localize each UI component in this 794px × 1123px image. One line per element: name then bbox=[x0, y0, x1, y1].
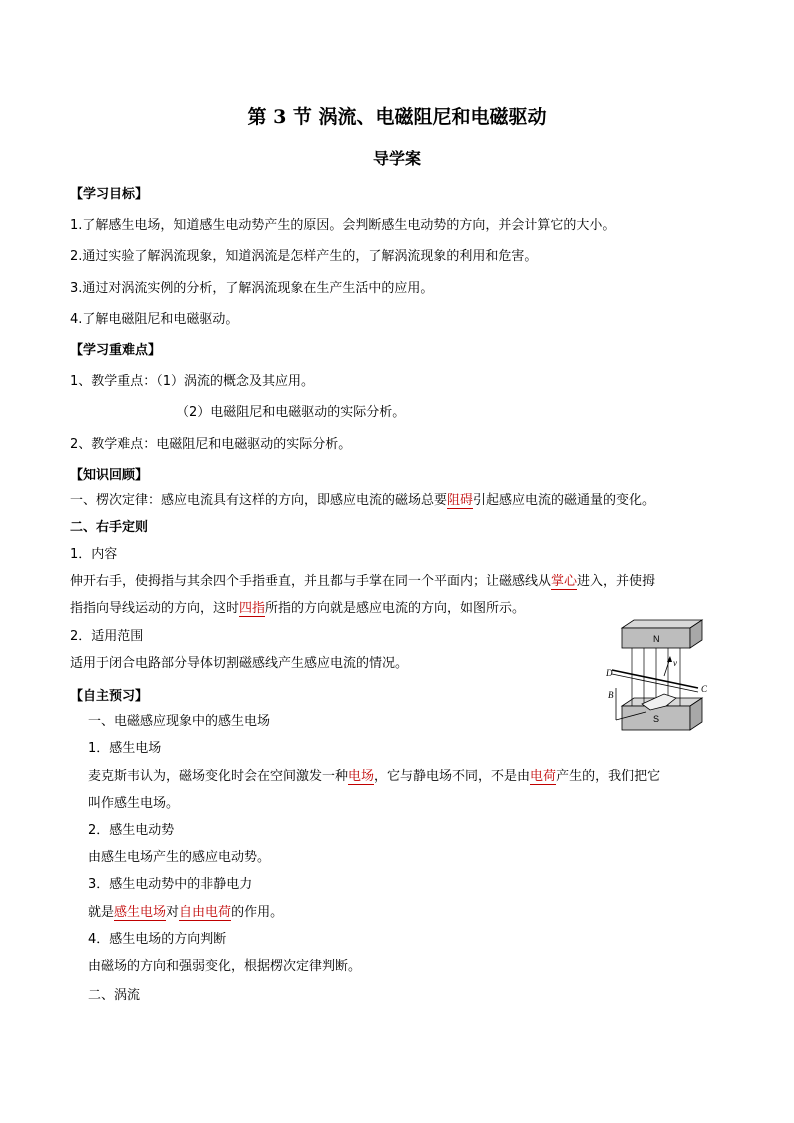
key-points-heading: 【学习重难点】 bbox=[70, 343, 162, 358]
goal-item-1: 1.了解感生电场，知道感生电动势产生的原因。会判断感生电动势的方向，并会计算它的大小。 bbox=[70, 218, 616, 233]
lenz-pre: 一、楞次定律：感应电流具有这样的方向，即感应电流的磁场总要 bbox=[70, 493, 448, 508]
goals-heading: 【学习目标】 bbox=[70, 187, 149, 202]
label-v: v bbox=[673, 658, 677, 668]
content-p2-post: 所指的方向就是感应电流的方向，如图所示。 bbox=[265, 601, 526, 616]
lenz-law-text bbox=[70, 492, 655, 510]
preview-item-1-line-2: 叫作感生电场。 bbox=[88, 796, 180, 811]
label-b: B bbox=[608, 690, 614, 700]
review-heading: 【知识回顾】 bbox=[70, 468, 149, 483]
preview-item-4-title: 4．感生电场的方向判断 bbox=[88, 932, 227, 947]
preview-item-3-title: 3．感生电动势中的非静电力 bbox=[88, 877, 253, 892]
page-title: 第 3 节 涡流、电磁阻尼和电磁驱动 bbox=[247, 106, 547, 128]
goal-item-4: 4.了解电磁阻尼和电磁驱动。 bbox=[70, 312, 239, 327]
right-hand-rule-figure bbox=[606, 618, 710, 740]
item1-text-a: 麦克斯韦认为，磁场变化时会在空间激发一种 bbox=[88, 769, 349, 784]
preview-heading: 【自主预习】 bbox=[70, 689, 149, 704]
page-subtitle: 导学案 bbox=[372, 149, 421, 168]
lenz-post: 引起感应电流的磁通量的变化。 bbox=[473, 493, 656, 508]
item1-keyword-1: 电场 bbox=[348, 769, 375, 784]
key-focus-line-2: （2）电磁阻尼和电磁驱动的实际分析。 bbox=[176, 405, 406, 420]
content-p1-keyword: 掌心 bbox=[551, 574, 578, 589]
label-d: D bbox=[606, 668, 613, 678]
key-difficulty: 2、教学难点：电磁阻尼和电磁驱动的实际分析。 bbox=[70, 437, 352, 452]
preview-item-1-title: 1．感生电场 bbox=[88, 741, 162, 756]
preview-item-3-text bbox=[88, 904, 283, 922]
label-n: N bbox=[653, 634, 660, 644]
content-p2-keyword: 四指 bbox=[239, 601, 266, 616]
preview-item-2-text: 由感生电场产生的感应电动势。 bbox=[88, 850, 271, 865]
goal-item-3: 3.通过对涡流实例的分析，了解涡流现象在生产生活中的应用。 bbox=[70, 281, 434, 296]
goal-item-2: 2.通过实验了解涡流现象，知道涡流是怎样产生的，了解涡流现象的利用和危害。 bbox=[70, 249, 538, 264]
preview-item-2-title: 2．感生电动势 bbox=[88, 823, 175, 838]
scope-text: 适用于闭合电路部分导体切割磁感线产生感应电流的情况。 bbox=[70, 656, 409, 671]
key-focus-line-1: 1、教学重点：（1）涡流的概念及其应用。 bbox=[70, 374, 315, 389]
conductor-rod-edge bbox=[612, 674, 698, 692]
item3-text-c: 的作用。 bbox=[231, 905, 284, 920]
content-p1-post: 进入，并使拇 bbox=[577, 574, 656, 589]
item3-text-a: 就是 bbox=[88, 905, 115, 920]
label-s: S bbox=[653, 714, 660, 724]
preview-section-1-title: 一、电磁感应现象中的感生电场 bbox=[88, 714, 271, 729]
conductor-rod bbox=[612, 670, 698, 688]
item1-text-b: ，它与静电场不同，不是由 bbox=[374, 769, 531, 784]
preview-section-2-title: 二、涡流 bbox=[88, 988, 141, 1003]
content-p1-pre: 伸开右手，使拇指与其余四个手指垂直，并且都与手掌在同一个平面内；让磁感线从 bbox=[70, 574, 552, 589]
lenz-keyword: 阻碍 bbox=[447, 493, 474, 508]
scope-heading: 2．适用范围 bbox=[70, 629, 144, 644]
preview-item-1-line-1 bbox=[88, 768, 660, 786]
content-heading: 1．内容 bbox=[70, 547, 118, 562]
content-paragraph-line-2 bbox=[70, 600, 525, 618]
item1-text-c: 产生的，我们把它 bbox=[556, 769, 661, 784]
item3-keyword-1: 感生电场 bbox=[114, 905, 167, 920]
item3-keyword-2: 自由电荷 bbox=[179, 905, 232, 920]
item1-keyword-2: 电荷 bbox=[530, 769, 557, 784]
preview-item-4-text: 由磁场的方向和强弱变化，根据楞次定律判断。 bbox=[88, 959, 362, 974]
magnet-n-top-face bbox=[622, 620, 702, 628]
label-c: C bbox=[701, 684, 708, 694]
content-p2-pre: 指指向导线运动的方向，这时 bbox=[70, 601, 240, 616]
right-hand-rule-heading: 二、右手定则 bbox=[70, 520, 149, 535]
content-paragraph-line-1 bbox=[70, 573, 655, 591]
item3-text-b: 对 bbox=[166, 905, 180, 920]
